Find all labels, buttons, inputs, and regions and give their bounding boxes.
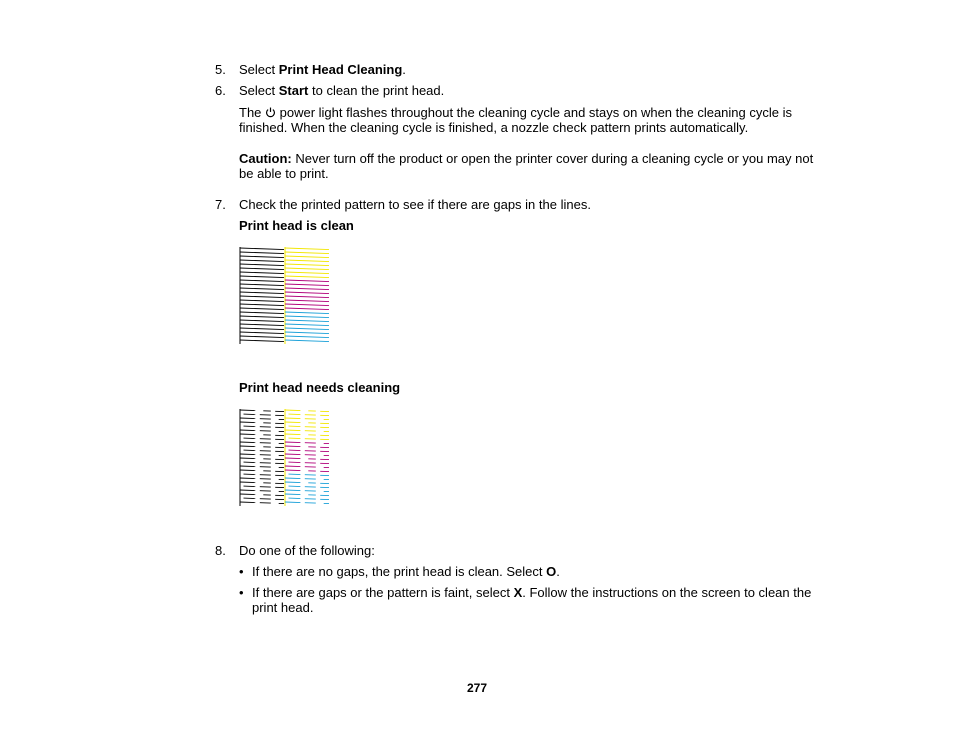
nozzle-pattern-needs-cleaning <box>239 408 331 510</box>
pattern-line <box>285 272 329 274</box>
step-8-number: 8. <box>215 543 226 558</box>
pattern-line <box>285 256 329 258</box>
step-5-post: . <box>402 62 406 77</box>
pattern-line <box>285 502 300 503</box>
pattern-line <box>285 470 300 471</box>
pattern-line <box>240 256 284 258</box>
pattern-line <box>240 308 284 310</box>
step-7-text: Check the printed pattern to see if there are gaps in the lines. <box>239 197 591 212</box>
pattern-line <box>285 264 329 266</box>
pattern-line <box>285 466 300 467</box>
pattern-line <box>240 332 284 334</box>
nozzle-pattern-clean <box>239 246 331 348</box>
pattern-line <box>289 474 301 475</box>
clean-heading-text: Print head is clean <box>239 218 354 233</box>
power-icon <box>265 107 276 118</box>
pattern-line <box>240 490 255 491</box>
bullet-2-marker: • <box>239 585 244 600</box>
pattern-line <box>240 300 284 302</box>
pattern-line <box>240 276 284 278</box>
pattern-line <box>240 430 255 431</box>
needs-heading-text: Print head needs cleaning <box>239 380 401 395</box>
pattern-line <box>285 316 329 318</box>
caution-note <box>239 151 813 181</box>
clean-heading <box>239 218 354 233</box>
pattern-line <box>289 414 301 415</box>
caution-line-2: be able to print. <box>239 166 329 181</box>
pattern-line <box>244 474 256 475</box>
step-7-number: 7. <box>215 197 226 212</box>
pattern-line <box>285 296 329 298</box>
pattern-line <box>285 292 329 294</box>
pattern-line <box>240 320 284 322</box>
pattern-line <box>240 284 284 286</box>
pattern-line <box>240 336 284 338</box>
pattern-line <box>285 276 329 278</box>
pattern-line <box>240 470 255 471</box>
pattern-line <box>285 308 329 310</box>
pattern-line <box>240 280 284 282</box>
step-6-note <box>239 105 792 135</box>
step-5-text <box>239 62 406 77</box>
pattern-line <box>285 446 300 447</box>
pattern-line <box>285 442 300 443</box>
pattern-line <box>285 422 300 423</box>
pattern-line <box>285 336 329 338</box>
pattern-line <box>240 454 255 455</box>
pattern-line <box>285 418 300 419</box>
pattern-line <box>240 478 255 479</box>
pattern-line <box>285 324 329 326</box>
pattern-line <box>285 248 329 250</box>
pattern-line <box>240 316 284 318</box>
pattern-line <box>240 264 284 266</box>
bullet-1-post: . <box>556 564 560 579</box>
pattern-line <box>285 260 329 262</box>
pattern-line <box>240 466 255 467</box>
step-6-bold: Start <box>278 83 309 98</box>
pattern-line <box>285 454 300 455</box>
pattern-line <box>285 430 300 431</box>
pattern-line <box>240 292 284 294</box>
pattern-line <box>244 450 256 451</box>
pattern-line <box>285 490 300 491</box>
step-6-number: 6. <box>215 83 226 98</box>
pattern-line <box>244 414 256 415</box>
pattern-line <box>289 438 301 439</box>
pattern-line <box>240 312 284 314</box>
step-6-post: to clean the print head. <box>308 83 445 98</box>
pattern-line <box>285 252 329 254</box>
bullet-1-pre: If there are no gaps, the print head is clean. Select <box>252 564 547 579</box>
pattern-line <box>240 446 255 447</box>
bullet-2-post: . Follow the instructions on the screen to clean the <box>522 585 812 600</box>
bullet-1-text <box>252 564 560 579</box>
pattern-line <box>244 438 256 439</box>
pattern-line <box>240 328 284 330</box>
step-6-text <box>239 83 444 98</box>
step-5-pre: Select <box>239 62 279 77</box>
pattern-line <box>240 410 255 411</box>
pattern-line <box>285 410 300 411</box>
pattern-line <box>240 296 284 298</box>
pattern-line <box>240 482 255 483</box>
pattern-line <box>285 328 329 330</box>
bullet-2-line-2: print head. <box>252 600 314 615</box>
pattern-line <box>244 486 256 487</box>
pattern-line <box>244 462 256 463</box>
note-post: power light flashes throughout the cleaning cycle and stays on when the cleaning cycle is <box>276 105 792 120</box>
pattern-line <box>289 426 301 427</box>
pattern-line <box>240 502 255 503</box>
pattern-line <box>289 450 301 451</box>
bullet-2-bold: X <box>513 585 523 600</box>
pattern-line <box>240 418 255 419</box>
pattern-line <box>240 288 284 290</box>
pattern-line <box>240 252 284 254</box>
pattern-line <box>285 268 329 270</box>
pattern-line <box>289 486 301 487</box>
caution-line-1: Never turn off the product or open the printer cover during a cleaning cycle or you may not <box>291 151 814 166</box>
pattern-line <box>285 458 300 459</box>
bullet-1-bold: O <box>546 564 557 579</box>
pattern-line <box>289 462 301 463</box>
page-number: 277 <box>466 681 488 695</box>
step-6-pre: Select <box>239 83 279 98</box>
caution-label: Caution: <box>239 151 292 166</box>
pattern-line <box>244 426 256 427</box>
pattern-line <box>240 442 255 443</box>
pattern-line <box>285 300 329 302</box>
pattern-line <box>285 284 329 286</box>
pattern-line <box>285 304 329 306</box>
pattern-line <box>285 478 300 479</box>
pattern-line <box>285 434 300 435</box>
pattern-line <box>240 494 255 495</box>
bullet-2-text <box>252 585 811 615</box>
bullet-1-marker: • <box>239 564 244 579</box>
pattern-line <box>285 494 300 495</box>
pattern-line <box>289 498 301 499</box>
pattern-line <box>244 498 256 499</box>
pattern-line <box>240 260 284 262</box>
pattern-line <box>240 422 255 423</box>
bullet-2-pre: If there are gaps or the pattern is faint, select <box>252 585 514 600</box>
pattern-line <box>240 304 284 306</box>
pattern-line <box>240 272 284 274</box>
pattern-line <box>285 482 300 483</box>
note-line-2: finished. When the cleaning cycle is finished, a nozzle check pattern prints automatically. <box>239 120 749 135</box>
step-5-bold: Print Head Cleaning <box>278 62 403 77</box>
pattern-line <box>240 458 255 459</box>
pattern-line <box>285 280 329 282</box>
pattern-line <box>240 248 284 250</box>
pattern-line <box>285 332 329 334</box>
pattern-line <box>285 312 329 314</box>
pattern-line <box>240 340 284 342</box>
step-5-number: 5. <box>215 62 226 77</box>
note-pre: The <box>239 105 266 120</box>
pattern-line <box>240 324 284 326</box>
pattern-line <box>240 268 284 270</box>
pattern-line <box>285 340 329 342</box>
step-8-text: Do one of the following: <box>239 543 375 558</box>
pattern-line <box>285 320 329 322</box>
pattern-line <box>240 434 255 435</box>
pattern-line <box>285 288 329 290</box>
needs-heading <box>239 380 400 395</box>
